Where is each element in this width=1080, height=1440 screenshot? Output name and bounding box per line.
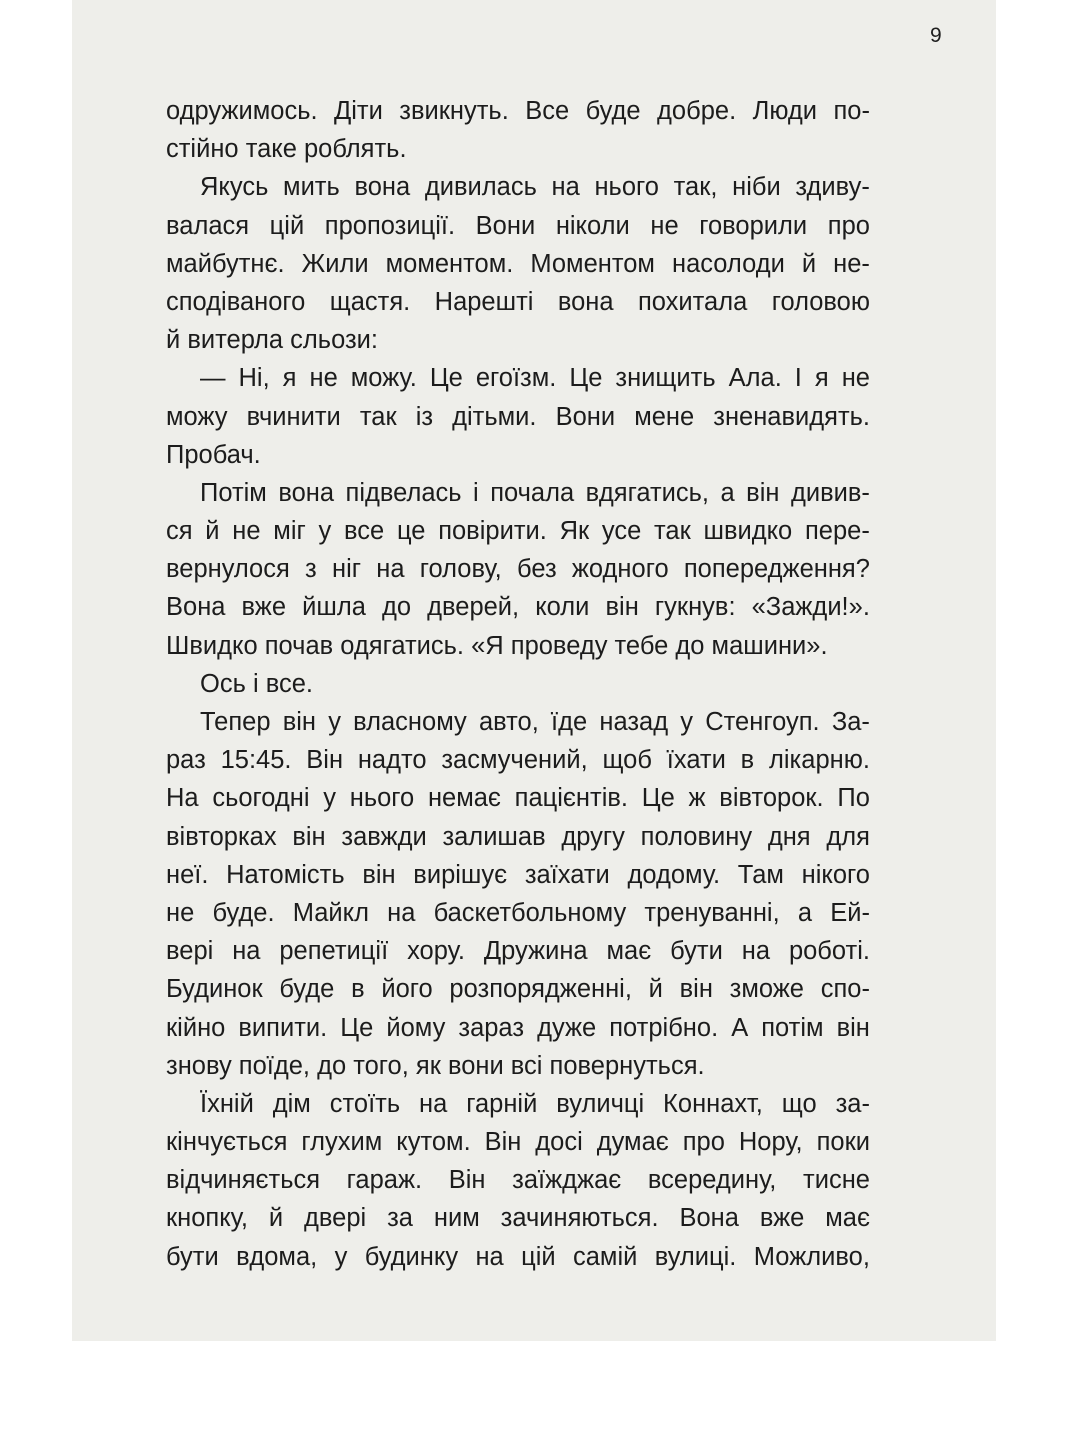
- text-line: Ось і все.: [200, 669, 313, 698]
- text-line: стійно таке роблять.: [166, 135, 407, 164]
- text-line: неї. Натомість він вирішує заїхати додому. Там нікого: [166, 860, 870, 889]
- page-number: 9: [930, 24, 942, 47]
- text-line: ся й не міг у все це повірити. Як усе так швидко пере-: [166, 517, 870, 546]
- text-line: можу вчинити так із дітьми. Вони мене зненавидять.: [166, 402, 870, 431]
- text-line: вері на репетиції хору. Дружина має бути на роботі.: [166, 937, 870, 966]
- text-line: Будинок буде в його розпорядженні, й він зможе спо-: [166, 975, 870, 1004]
- text-line: кійно випити. Це йому зараз дуже потрібно. А потім він: [166, 1013, 870, 1042]
- text-line: валася цій пропозиції. Вони ніколи не говорили про: [166, 211, 870, 240]
- text-line: кнопку, й двері за ним зачиняються. Вона вже має: [166, 1204, 870, 1233]
- text-line: вівторках він завжди залишав другу половину дня для: [166, 822, 870, 851]
- text-line: — Ні, я не можу. Це егоїзм. Це знищить Ала. І я не: [200, 364, 870, 393]
- text-line: Вона вже йшла до дверей, коли він гукнув: «Зажди!».: [166, 593, 870, 622]
- text-line: бути вдома, у будинку на цій самій вулиці. Можливо,: [166, 1242, 870, 1271]
- body-text: [166, 92, 870, 1276]
- text-line: Швидко почав одягатись. «Я проведу тебе до машини».: [166, 631, 828, 660]
- text-line: одружимось. Діти звикнуть. Все буде добре. Люди по-: [166, 97, 870, 125]
- text-line: знову поїде, до того, як вони всі повернуться.: [166, 1051, 705, 1080]
- text-line: не буде. Майкл на баскетбольному тренуванні, а Ей-: [166, 898, 870, 927]
- text-line: й витерла сльози:: [166, 326, 378, 355]
- text-line: Тепер він у власному авто, їде назад у Стенгоуп. За-: [200, 708, 870, 736]
- text-line: Якусь мить вона дивилась на нього так, ніби здиву-: [200, 173, 870, 202]
- text-line: Потім вона підвелась і почала вдягатись, а він дивив-: [200, 478, 870, 507]
- text-line: раз 15:45. Він надто засмучений, щоб їхати в лікарню.: [166, 746, 870, 775]
- text-line: кінчується глухим кутом. Він досі думає про Нору, поки: [166, 1128, 870, 1157]
- text-line: Їхній дім стоїть на гарній вуличці Коннахт, що за-: [200, 1089, 870, 1118]
- text-line: сподіваного щастя. Нарешті вона похитала головою: [166, 287, 870, 316]
- text-line: майбутнє. Жили моментом. Моментом насолоди й не-: [166, 249, 870, 278]
- text-line: відчиняється гараж. Він заїжджає всередину, тисне: [166, 1166, 870, 1195]
- text-line: Пробач.: [166, 440, 261, 469]
- text-line: На сьогодні у нього немає пацієнтів. Це ж вівторок. По: [166, 784, 870, 813]
- text-line: вернулося з ніг на голову, без жодного попередження?: [166, 555, 870, 584]
